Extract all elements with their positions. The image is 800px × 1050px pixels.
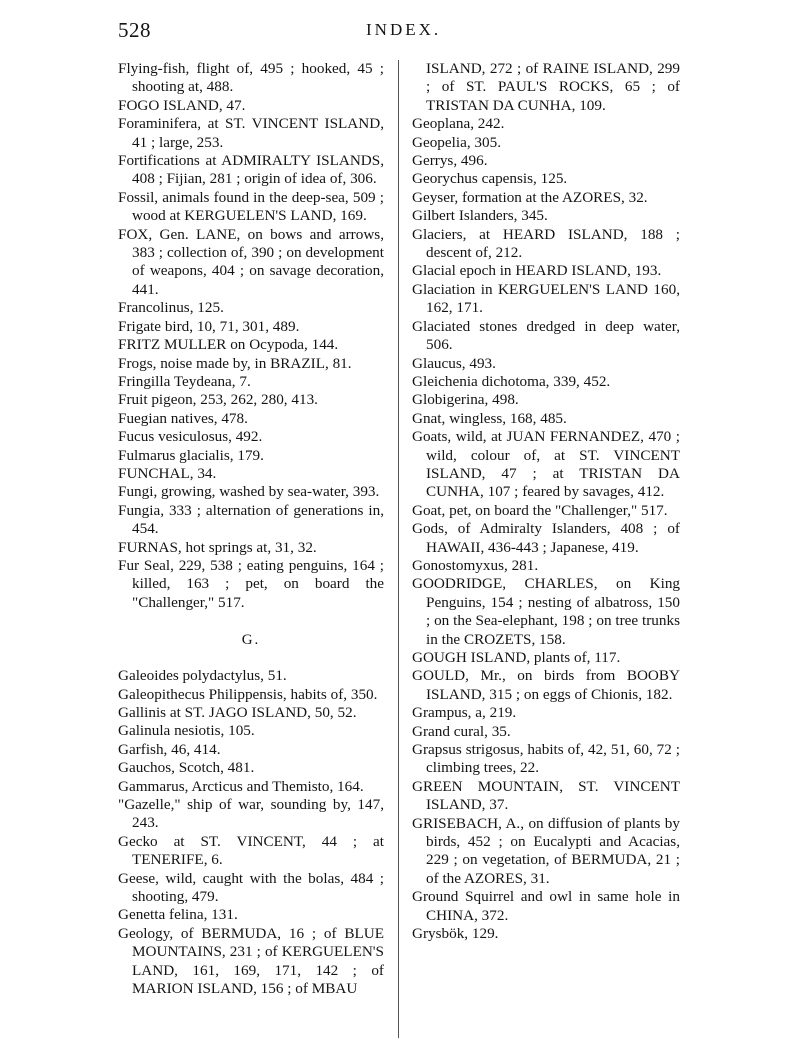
index-entry: Gammarus, Arcticus and Themisto, 164. [118, 777, 364, 795]
index-entry: Grampus, a, 219. [412, 704, 517, 722]
index-column-left [118, 60, 384, 999]
index-entry: Fringilla Teydeana, 7. [118, 372, 251, 390]
index-entry: Glaucus, 493. [412, 354, 496, 372]
index-entry: Geoplana, 242. [412, 115, 505, 133]
index-entry: Fur Seal, 229, 538 ; eating penguins, 164 ; killed, 163 ; pet, on board the "Challenger," 517. [118, 556, 384, 611]
index-entry-continuation: ISLAND, 272 ; of RAINE ISLAND, 299 ; of ST. PAUL'S ROCKS, 65 ; of TRISTAN DA CUNHA, 109. [426, 60, 680, 114]
index-entry: Glacial epoch in HEARD ISLAND, 193. [412, 262, 662, 280]
index-entry: Fossil, animals found in the deep-sea, 509 ; wood at KERGUELEN'S LAND, 169. [118, 188, 384, 225]
index-entry: FURNAS, hot springs at, 31, 32. [118, 538, 317, 556]
index-entry: Geology, of BERMUDA, 16 ; of BLUE MOUNTAINS, 231 ; of KERGUELEN'S LAND, 161, 169, 171, 142 ; of MARION ISLAND, 156 ; of MBAU [118, 924, 384, 998]
index-entry: Fuegian natives, 478. [118, 409, 248, 427]
index-entry: Gecko at ST. VINCENT, 44 ; at TENERIFE, 6. [118, 832, 384, 869]
index-entry: Fungia, 333 ; alternation of generations in, 454. [118, 501, 384, 538]
index-entry: Francolinus, 125. [118, 299, 224, 317]
index-entry: Gods, of Admiralty Islanders, 408 ; of HAWAII, 436-443 ; Japanese, 419. [412, 520, 680, 556]
index-entry: Gerrys, 496. [412, 152, 488, 170]
index-entry: Goats, wild, at JUAN FERNANDEZ, 470 ; wild, colour of, at ST. VINCENT ISLAND, 47 ; at TRISTAN DA CUNHA, 107 ; feared by savages, 412. [412, 428, 680, 501]
index-entry: Geyser, formation at the AZORES, 32. [412, 188, 648, 206]
index-entry: Glaciation in KERGUELEN'S LAND 160, 162, 171. [412, 280, 680, 317]
index-entry: Glaciated stones dredged in deep water, 506. [412, 317, 680, 354]
column-divider [398, 60, 399, 1038]
index-entry: FRITZ MULLER on Ocypoda, 144. [118, 336, 339, 354]
index-entry: FUNCHAL, 34. [118, 464, 217, 482]
index-entry: Grysbök, 129. [412, 925, 499, 943]
index-entry: Fruit pigeon, 253, 262, 280, 413. [118, 391, 318, 409]
index-entry: Georychus capensis, 125. [412, 170, 568, 188]
index-entry: "Gazelle," ship of war, sounding by, 147, 243. [118, 796, 384, 832]
index-entry: Gonostomyxus, 281. [412, 556, 539, 574]
index-entry: Geese, wild, caught with the bolas, 484 ; shooting, 479. [118, 869, 384, 906]
index-entry: Gnat, wingless, 168, 485. [412, 409, 567, 427]
page-header [118, 18, 678, 48]
index-entry: Flying-fish, flight of, 495 ; hooked, 45 ; shooting at, 488. [118, 60, 384, 96]
index-entry: Geopelia, 305. [412, 133, 501, 151]
index-entry: Frogs, noise made by, in BRAZIL, 81. [118, 354, 352, 372]
index-entry: Galeopithecus Philippensis, habits of, 350. [118, 685, 378, 703]
index-entry: Frigate bird, 10, 71, 301, 489. [118, 317, 300, 335]
index-entry: Fungi, growing, washed by sea-water, 393. [118, 483, 380, 501]
index-entry: Gleichenia dichotoma, 339, 452. [412, 372, 611, 390]
index-entry: Glaciers, at HEARD ISLAND, 188 ; descent of, 212. [412, 225, 680, 262]
index-entry: Fortifications at ADMIRALTY ISLANDS, 408 ; Fijian, 281 ; origin of idea of, 306. [118, 152, 384, 188]
index-entry: Galinula nesiotis, 105. [118, 722, 255, 740]
index-entry: Gauchos, Scotch, 481. [118, 759, 255, 777]
index-entry: GOODRIDGE, CHARLES, on King Penguins, 154 ; nesting of albatross, 150 ; on the Sea-elephant, 198 ; on tree trunks in the CROZETS, 158. [412, 575, 680, 648]
index-entry: GRISEBACH, A., on diffusion of plants by birds, 452 ; on Eucalypti and Acacias, 229 ; on vegetation, of BERMUDA, 21 ; of the AZORES, 31. [412, 814, 680, 887]
index-entry: Grapsus strigosus, habits of, 42, 51, 60, 72 ; climbing trees, 22. [412, 741, 680, 777]
index-entry: Foraminifera, at ST. VINCENT ISLAND, 41 ; large, 253. [118, 115, 384, 151]
index-column-right [412, 60, 680, 944]
index-entry: FOX, Gen. LANE, on bows and arrows, 383 ; collection of, 390 ; on development of weapons, 404 ; on savage decoration, 441. [118, 225, 384, 298]
running-head: INDEX. [366, 20, 442, 39]
index-entry: Fulmarus glacialis, 179. [118, 446, 264, 464]
index-entry: Goat, pet, on board the "Challenger," 517. [412, 501, 668, 519]
index-entry: FOGO ISLAND, 47. [118, 96, 246, 114]
index-entry: Grand cural, 35. [412, 722, 511, 740]
index-entry: Ground Squirrel and owl in same hole in CHINA, 372. [412, 888, 680, 924]
index-entry: Gilbert Islanders, 345. [412, 207, 548, 225]
index-entry: Globigerina, 498. [412, 391, 519, 409]
index-entry: Fucus vesiculosus, 492. [118, 428, 263, 446]
index-entry: GOULD, Mr., on birds from BOOBY ISLAND, 315 ; on eggs of Chionis, 182. [412, 667, 680, 703]
section-heading-g: G. [241, 632, 261, 649]
index-entry: Genetta felina, 131. [118, 906, 238, 924]
page-number: 528 [118, 18, 151, 42]
index-entry: Galeoides polydactylus, 51. [118, 667, 287, 685]
index-entry: Garfish, 46, 414. [118, 740, 221, 758]
index-entry: GOUGH ISLAND, plants of, 117. [412, 649, 621, 666]
index-entry: Gallinis at ST. JAGO ISLAND, 50, 52. [118, 704, 357, 721]
index-entry: GREEN MOUNTAIN, ST. VINCENT ISLAND, 37. [412, 777, 680, 814]
